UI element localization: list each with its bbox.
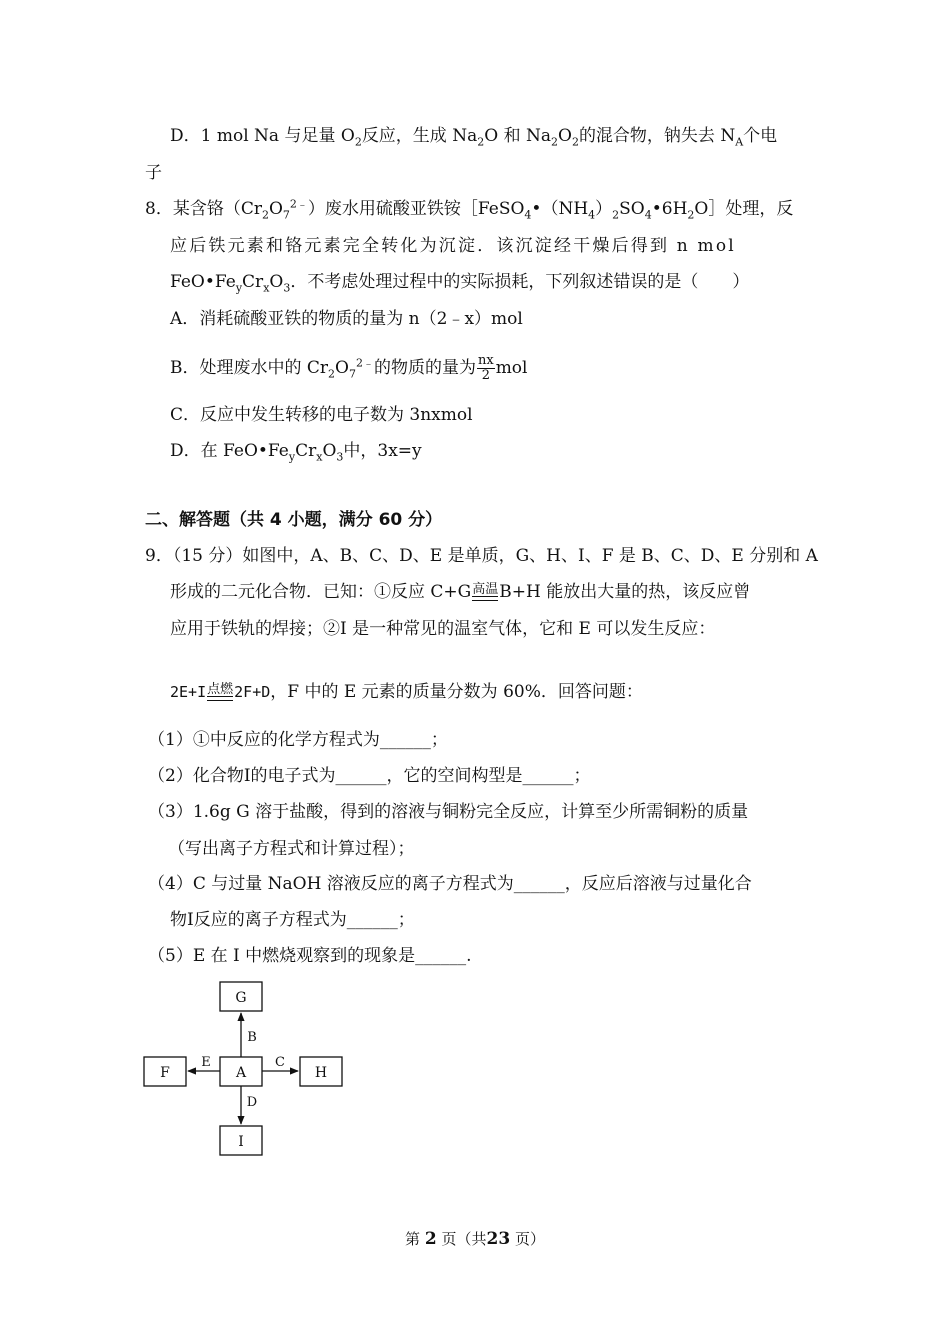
reaction-arrow-ignite: 点燃 [207, 683, 233, 701]
q9-stem-line-1: 9．（15 分）如图中，A、B、C、D、E 是单质，G、H、I、F 是 B、C、D、E 分别和 A [145, 546, 818, 566]
q9-stem-line-2: 形成的二元化合物．已知：①反应 C+G 高温 B+H 能放出大量的热，该反应曾 [170, 582, 751, 602]
reaction-arrow-high-temp: 高温 [472, 583, 498, 601]
q8-option-a: A．消耗硫酸亚铁的物质的量为 n（2﹣x）mol [170, 309, 523, 329]
fraction-nx-over-2: $\frac{nx}{2}$ [477, 353, 494, 383]
q8-option-d: D．在 $FeO•Fe_yCr_xO_3$中，3x=y [170, 441, 422, 464]
node-i-label: I [238, 1134, 244, 1150]
edge-e-label: E [201, 1055, 211, 1070]
q7-option-d-continuation: 子 [145, 163, 162, 183]
q9-sub-4-line-2: 物Ⅰ反应的离子方程式为______； [170, 910, 415, 930]
q9-stem-line-4: 2E+I 点燃 2F+D，F 中的 E 元素的质量分数为 60%．回答问题： [170, 682, 643, 702]
node-h-label: H [314, 1065, 328, 1081]
q9-sub-2: （2）化合物Ⅰ的电子式为______，它的空间构型是______； [148, 766, 591, 786]
q9-sub-5: （5）E 在 I 中燃烧观察到的现象是______. [148, 946, 472, 966]
q8-stem-line-3: $FeO•Fe_yCr_xO_3$．不考虑处理过程中的实际损耗，下列叙述错误的是（ ） [170, 272, 750, 295]
q9-sub-4-line-1: （4）C 与过量 NaOH 溶液反应的离子方程式为______，反应后溶液与过量化合 [148, 874, 752, 894]
q7-option-d: D．1 mol Na 与足量 $O_2$反应，生成 $Na_2O$ 和 $Na_2O_2$的混合物，钠失去 $N_A$个电 [170, 126, 778, 149]
q8-option-b: B．处理废水中的 $Cr_2O_7^{2﹣}$的物质的量为 $\frac{nx}{2}$ mol [170, 353, 528, 383]
section-2-title: 二、解答题（共 4 小题，满分 60 分） [145, 510, 443, 530]
q8-stem-line-2: 应后铁元素和铬元素完全转化为沉淀．该沉淀经干燥后得到 n mol [170, 236, 736, 256]
q9-sub-3-line-1: （3）1.6g G 溶于盐酸，得到的溶液与铜粉完全反应，计算至少所需铜粉的质量 [148, 802, 749, 822]
q8-option-c: C．反应中发生转移的电子数为 3nxmol [170, 405, 473, 425]
q8-stem-line-1: 8．某含铬$(Cr_2O_7^{2﹣})$废水用硫酸亚铁铵$[FeSO_4•(NH_4)_2SO_4•6H_2O]$处理，反 [145, 197, 794, 222]
edge-b-label: B [247, 1030, 257, 1045]
reaction-diagram [140, 978, 350, 1163]
edge-d-label: D [246, 1095, 258, 1110]
node-f-label: F [160, 1065, 170, 1081]
q9-stem-line-3: 应用于铁轨的焊接；②I 是一种常见的温室气体，它和 E 可以发生反应： [170, 619, 716, 639]
q9-sub-1: （1）①中反应的化学方程式为______； [148, 730, 448, 750]
q9-sub-3-line-2: （写出离子方程式和计算过程）； [168, 839, 415, 859]
total-pages: 23 [486, 1229, 511, 1249]
page-footer: 第 2 页（共23 页） [405, 1229, 545, 1249]
edge-c-label: C [275, 1055, 285, 1070]
node-g-label: G [235, 990, 247, 1006]
node-a-label: A [235, 1065, 247, 1081]
page-number: 2 [424, 1229, 437, 1249]
